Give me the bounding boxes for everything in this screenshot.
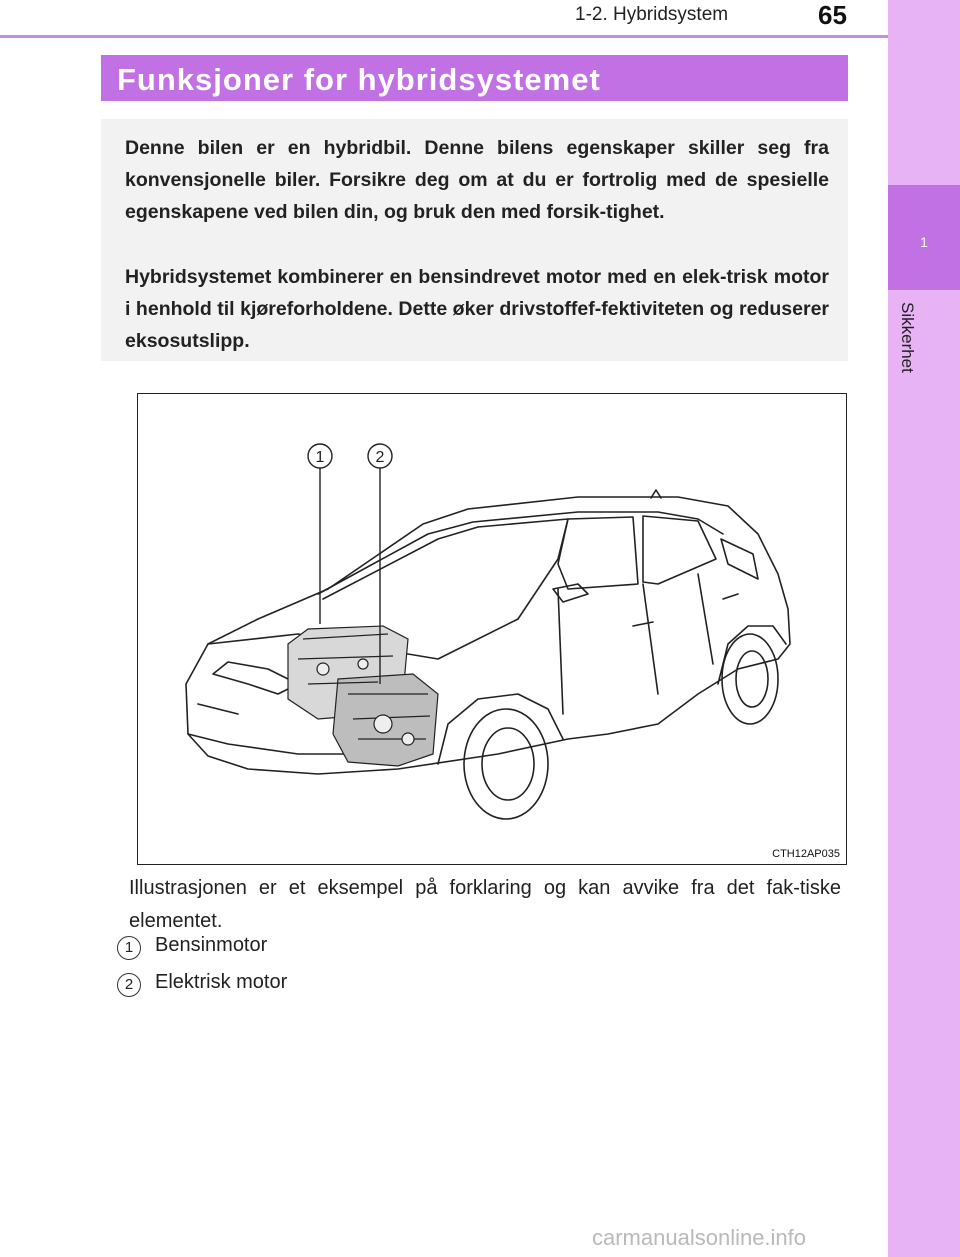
- intro-paragraph-2: Hybridsystemet kombinerer en bensindrevet motor med en elek-trisk motor i henhold til kjøreforholdene. Dette øker drivstoffef-fektiviteten og reduserer eksosutslipp.: [125, 266, 829, 352]
- section-title: 1-2. Hybridsystem: [575, 4, 729, 25]
- intro-box: [101, 119, 848, 361]
- front-wheel: [464, 709, 548, 819]
- legend-text: Elektrisk motor: [155, 971, 288, 993]
- chapter-number: 1: [920, 234, 928, 250]
- intro-paragraph-1: Denne bilen er en hybridbil. Denne bilens egenskaper skiller seg fra konvensjonelle biler. Forsikre deg om at du er fortrolig med de spesielle egenskapene ved bilen din, og bruk den med forsik-tighet.: [125, 137, 829, 223]
- rear-door-window: [643, 516, 716, 584]
- page-number: 65: [818, 0, 847, 30]
- svg-text:2: 2: [375, 449, 385, 466]
- car-body-outline: [186, 497, 790, 774]
- legend-number: 2: [117, 973, 141, 997]
- callout-2: [368, 444, 392, 468]
- headlight: [213, 662, 298, 694]
- front-door-window: [558, 517, 638, 589]
- engine-assembly: [288, 626, 438, 766]
- legend-number: 1: [117, 936, 141, 960]
- car-drawing: [138, 394, 845, 863]
- rear-wheel-hub: [736, 651, 768, 707]
- figure-code: CTH12AP035: [772, 848, 840, 860]
- svg-text:1: 1: [315, 449, 325, 466]
- callout-1: [308, 444, 332, 468]
- door-lines: [558, 574, 713, 714]
- rear-quarter-window: [721, 539, 758, 579]
- watermark: carmanualsonline.info: [592, 1225, 807, 1250]
- car-illustration: [137, 393, 847, 865]
- page-heading: Funksjoner for hybridsystemet: [101, 55, 848, 101]
- header-rule: [0, 35, 888, 38]
- legend-text: Bensinmotor: [155, 934, 268, 956]
- rear-wheel: [722, 634, 778, 724]
- front-wheel-hub: [482, 728, 534, 800]
- windshield: [323, 519, 568, 619]
- figure-caption: Illustrasjonen er et eksempel på forklaring og kan avvike fra det fak-tiske elementet.: [129, 877, 841, 932]
- chapter-label: Sikkerhet: [898, 302, 917, 373]
